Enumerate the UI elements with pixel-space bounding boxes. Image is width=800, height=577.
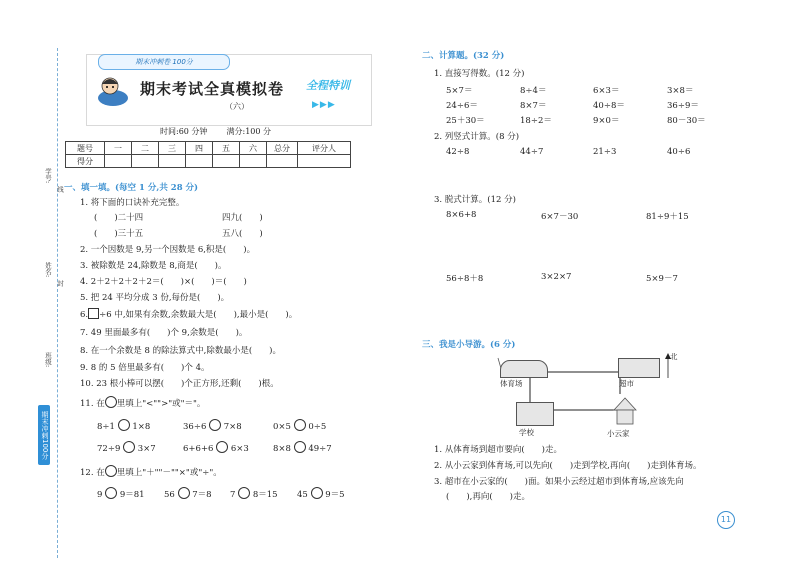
circle-blank-icon (294, 419, 306, 431)
circle-blank-icon (105, 487, 117, 499)
table-cell: 五 (213, 142, 240, 155)
q12-prefix: 12. 在 (80, 468, 105, 478)
seal-word: 封 (56, 280, 64, 287)
q6-prefix: 6. (80, 310, 89, 320)
section2-q2: 2. 列竖式计算。(8 分) (434, 132, 520, 142)
section1-heading: 一、填一填。(每空 1 分,共 28 分) (64, 183, 199, 193)
question-6 (80, 308, 297, 320)
page-number: 11 (717, 511, 735, 529)
calc-item: 8÷4＝ (520, 86, 547, 96)
calc-item: 8×7＝ (520, 101, 547, 111)
table-cell: 一 (105, 142, 132, 155)
operator-item: 7 8＝15 (230, 487, 278, 500)
circle-blank-icon (311, 487, 323, 499)
q12-text: 里填上"＋""－""×"或"÷"。 (116, 468, 222, 478)
table-cell: 六 (240, 142, 267, 155)
vertical-item: 21÷3 (593, 147, 617, 157)
score-cell (105, 155, 132, 168)
school-label: 学校 (519, 428, 534, 437)
stepwise-item: 3×2×7 (541, 272, 572, 282)
table-cell: 题号 (66, 142, 105, 155)
page-title: 期末考试全真模拟卷 (140, 80, 285, 98)
brand-logo: 全程特训 (306, 79, 350, 92)
circle-blank-icon (216, 441, 228, 453)
student-id-label: 学号: (44, 168, 52, 184)
q6-text: ÷6 中,如果有余数,余数最大是( ),最小是( )。 (99, 310, 298, 320)
stepwise-item: 56÷8＋8 (446, 274, 484, 284)
section2-q1: 1. 直接写得数。(12 分) (434, 69, 525, 79)
brand-badge: 期末冲刺100分 (38, 405, 50, 465)
table-cell: 总分 (267, 142, 298, 155)
section3-q2: 2. 从小云家到体育场,可以先向( )走到学校,再向( )走到体育场。 (434, 461, 702, 471)
table-cell: 得分 (66, 155, 105, 168)
section3-heading: 三、我是小导游。(6 分) (422, 340, 516, 350)
supermarket-building-icon (618, 358, 660, 378)
q11-text: 里填上"<"">"或"＝"。 (116, 399, 206, 409)
section3-q1: 1. 从体育场到超市要向( )走。 (434, 445, 562, 455)
square-blank-icon (88, 308, 99, 319)
circle-blank-icon (294, 441, 306, 453)
compare-item: 6+6+6 6×3 (183, 441, 249, 454)
operator-item: 45 9＝5 (297, 487, 345, 500)
calc-item: 24÷6＝ (446, 101, 478, 111)
circle-blank-icon (209, 419, 221, 431)
circle-blank-icon (123, 441, 135, 453)
compare-item: 72÷9 3×7 (97, 441, 156, 454)
score-cell (298, 155, 351, 168)
score-cell (213, 155, 240, 168)
stepwise-item: 6×7－30 (541, 212, 579, 222)
header-logo: 期末冲刺卷 100分 (98, 54, 230, 70)
name-label: 姓名: (44, 262, 52, 278)
q11-prefix: 11. 在 (80, 399, 105, 409)
table-cell: 四 (186, 142, 213, 155)
compare-item: 36÷6 7×8 (183, 419, 242, 432)
score-label: 满分:100 分 (226, 127, 272, 136)
score-cell (159, 155, 186, 168)
line-word: 线 (56, 186, 64, 193)
operator-item: 9 9＝81 (97, 487, 145, 500)
calc-item: 80－30＝ (667, 116, 706, 126)
stadium-label: 体育场 (500, 379, 523, 388)
page-subtitle: （六） (225, 102, 249, 111)
exam-info (160, 126, 271, 137)
question-3: 3. 被除数是 24,除数是 8,商是( )。 (80, 261, 227, 271)
calc-item: 9×0＝ (593, 116, 620, 126)
question-9: 9. 8 的 5 倍里最多有( )个 4。 (80, 363, 210, 373)
calc-item: 25＋30＝ (446, 116, 485, 126)
q1-blank-a: ( )二十四 (94, 213, 144, 223)
question-11 (80, 396, 205, 409)
question-5: 5. 把 24 平均分成 3 份,每份是( )。 (80, 293, 230, 303)
score-cell (186, 155, 213, 168)
stepwise-item: 81÷9＋15 (646, 212, 689, 222)
compare-item: 8×8 49÷7 (273, 441, 332, 454)
section2-q3: 3. 脱式计算。(12 分) (434, 195, 516, 205)
stepwise-item: 5×9－7 (646, 274, 678, 284)
question-2: 2. 一个因数是 9,另一个因数是 6,积是( )。 (80, 245, 256, 255)
class-label: 班级: (44, 352, 52, 368)
circle-blank-icon (105, 465, 117, 477)
table-cell: 二 (132, 142, 159, 155)
q1-blank-d: 五八( ) (222, 229, 263, 239)
school-building-icon (516, 402, 554, 426)
score-cell (240, 155, 267, 168)
circle-blank-icon (238, 487, 250, 499)
mascot-icon (94, 74, 132, 108)
score-table-header-row (66, 142, 351, 155)
calc-item: 6×3＝ (593, 86, 620, 96)
circle-blank-icon (118, 419, 130, 431)
question-10: 10. 23 根小棒可以摆( )个正方形,还剩( )根。 (80, 379, 279, 389)
compare-item: 0×5 0÷5 (273, 419, 326, 432)
home-label: 小云家 (607, 429, 630, 438)
table-cell: 评分人 (298, 142, 351, 155)
supermarket-label: 超市 (619, 379, 634, 388)
score-cell (132, 155, 159, 168)
stepwise-item: 8×6+8 (446, 210, 477, 220)
binding-line (57, 48, 58, 558)
vertical-item: 42÷8 (446, 147, 470, 157)
question-1: 1. 将下面的口诀补充完整。 (80, 198, 185, 208)
compare-item: 8÷1 1×8 (97, 419, 150, 432)
north-label: 北 (670, 352, 678, 361)
question-7: 7. 49 里面最多有( )个 9,余数是( )。 (80, 328, 248, 338)
calc-item: 36÷9＝ (667, 101, 699, 111)
question-12 (80, 465, 222, 478)
section2-heading: 二、计算题。(32 分) (422, 51, 505, 61)
score-table-score-row (66, 155, 351, 168)
house-icon (612, 396, 638, 426)
q1-blank-c: ( )三十五 (94, 229, 144, 239)
q1-blank-b: 四九( ) (222, 213, 263, 223)
circle-blank-icon (105, 396, 117, 408)
section3-q3-cont: ( ),再向( )走。 (446, 492, 530, 502)
calc-item: 3×8＝ (667, 86, 694, 96)
stadium-building-icon (500, 360, 548, 378)
calc-item: 40÷8＝ (593, 101, 625, 111)
calc-item: 18÷2＝ (520, 116, 552, 126)
arrows-decoration: ▶▶▶ (312, 100, 336, 110)
score-cell (267, 155, 298, 168)
operator-item: 56 7＝8 (164, 487, 212, 500)
table-cell: 三 (159, 142, 186, 155)
vertical-item: 40÷6 (667, 147, 691, 157)
section3-q3: 3. 超市在小云家的( )面。如果小云经过超市到体育场,应该先向 (434, 477, 684, 487)
time-label: 时间:60 分钟 (160, 127, 208, 136)
score-table (65, 141, 351, 168)
circle-blank-icon (178, 487, 190, 499)
question-4: 4. 2＋2＋2＋2＋2＝( )×( )＝( ) (80, 277, 247, 287)
question-8: 8. 在一个余数是 8 的除法算式中,除数最小是( )。 (80, 346, 281, 356)
vertical-item: 44÷7 (520, 147, 544, 157)
calc-item: 5×7＝ (446, 86, 473, 96)
